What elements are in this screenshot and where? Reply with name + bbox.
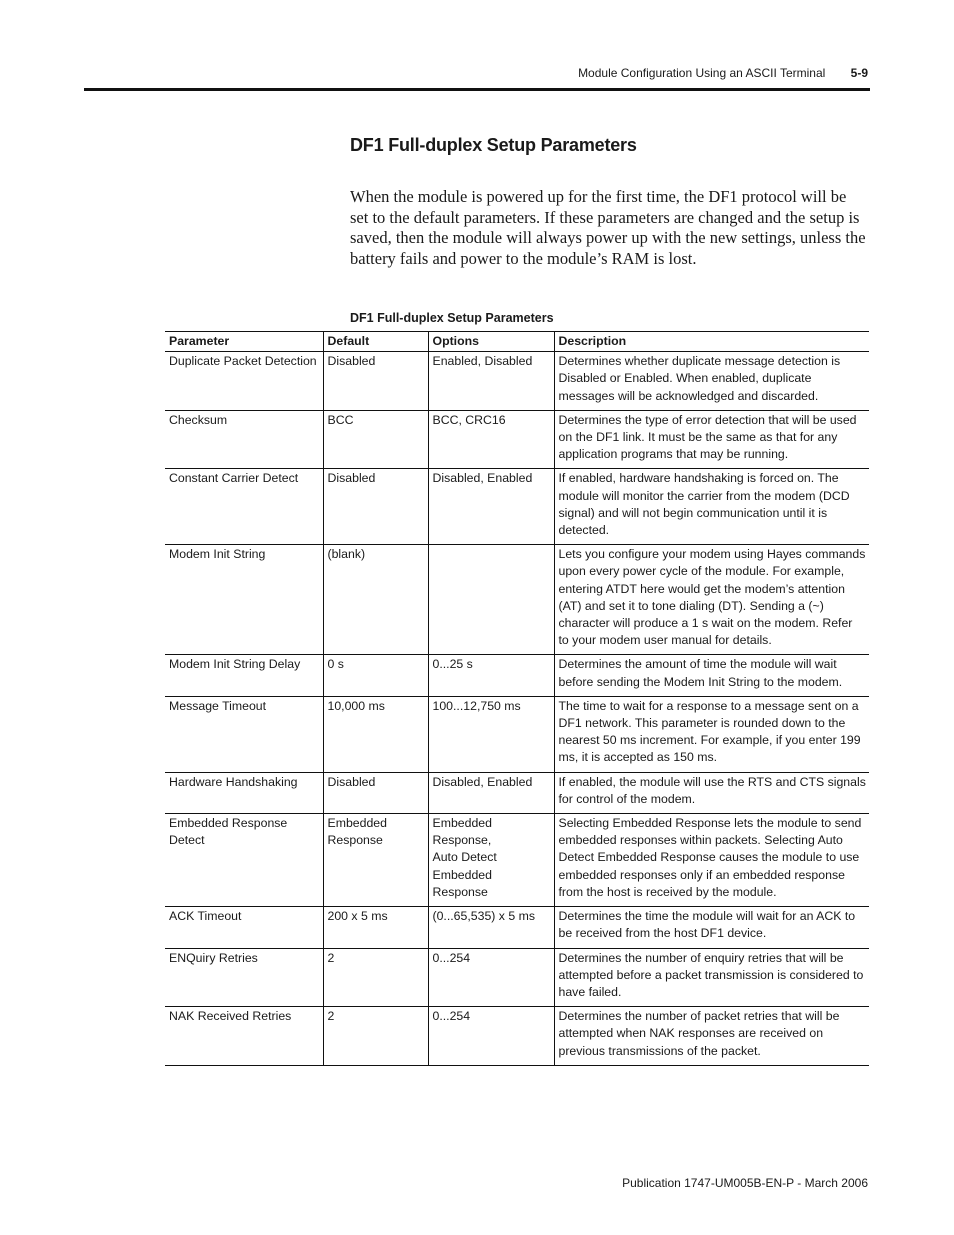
table-row — [165, 948, 869, 1007]
page-number: 5-9 — [850, 66, 868, 80]
table-row — [165, 545, 869, 655]
default-cell: Disabled — [323, 469, 428, 545]
description-cell: If enabled, the module will use the RTS and CTS signals for control of the modem. — [554, 772, 869, 813]
description-cell: Determines the number of enquiry retries that will be attempted before a packet transmission is considered to have failed. — [554, 948, 869, 1007]
section-title: DF1 Full-duplex Setup Parameters — [350, 135, 637, 155]
description-cell: Selecting Embedded Response lets the module to send embedded responses within packets. Selecting Auto Detect Embedded Response causes the module to use embedded responses only if an embedded response from the host is received by the module. — [554, 814, 869, 907]
parameter-cell: Hardware Handshaking — [165, 772, 323, 813]
options-cell: 0...254 — [428, 948, 554, 1007]
parameter-cell: Constant Carrier Detect — [165, 469, 323, 545]
options-cell: 0...25 s — [428, 655, 554, 696]
parameter-cell: Modem Init String Delay — [165, 655, 323, 696]
table-header-row — [165, 332, 869, 352]
publication-footer: Publication 1747-UM005B-EN-P - March 2006 — [622, 1176, 868, 1190]
description-cell: The time to wait for a response to a message sent on a DF1 network. This parameter is rounded down to the nearest 50 ms increment. For example, if you enter 199 ms, it is accepted as 150 ms. — [554, 696, 869, 772]
column-header-options: Options — [428, 332, 554, 352]
table-row — [165, 410, 869, 469]
parameters-table — [165, 331, 869, 1066]
description-cell: Determines the number of packet retries that will be attempted when NAK responses are received on previous transmissions of the packet. — [554, 1007, 869, 1066]
options-cell: 100...12,750 ms — [428, 696, 554, 772]
options-cell: Embedded Response, Auto Detect Embedded Response — [428, 814, 554, 907]
default-cell: 2 — [323, 948, 428, 1007]
options-cell — [428, 545, 554, 655]
description-cell: Lets you configure your modem using Hayes commands upon every power cycle of the module. For example, entering ATDT here would get the modem’s attention (AT) and set it to tone dialing (DT). Sending a (~) character will produce a 1 s wait on the modem. Refer to your modem user manual for details. — [554, 545, 869, 655]
parameter-cell: Checksum — [165, 410, 323, 469]
default-cell: BCC — [323, 410, 428, 469]
parameter-cell: NAK Received Retries — [165, 1007, 323, 1066]
parameter-cell: Message Timeout — [165, 696, 323, 772]
default-cell: (blank) — [323, 545, 428, 655]
header-rule — [84, 88, 870, 91]
table-row — [165, 655, 869, 696]
table-row — [165, 352, 869, 411]
options-cell: Disabled, Enabled — [428, 772, 554, 813]
description-cell: If enabled, hardware handshaking is forced on. The module will monitor the carrier from the modem (DCD signal) and will not begin communication until it is detected. — [554, 469, 869, 545]
description-cell: Determines whether duplicate message detection is Disabled or Enabled. When enabled, duplicate messages will be acknowledged and discarded. — [554, 352, 869, 411]
default-cell: 10,000 ms — [323, 696, 428, 772]
parameter-cell: ACK Timeout — [165, 907, 323, 948]
options-cell: Disabled, Enabled — [428, 469, 554, 545]
options-cell: (0...65,535) x 5 ms — [428, 907, 554, 948]
options-cell: Enabled, Disabled — [428, 352, 554, 411]
options-cell: 0...254 — [428, 1007, 554, 1066]
parameter-cell: Embedded Response Detect — [165, 814, 323, 907]
default-cell: 2 — [323, 1007, 428, 1066]
table-caption: DF1 Full-duplex Setup Parameters — [350, 311, 554, 325]
parameter-cell: ENQuiry Retries — [165, 948, 323, 1007]
column-header-default: Default — [323, 332, 428, 352]
column-header-parameter: Parameter — [165, 332, 323, 352]
running-header — [578, 66, 868, 80]
description-cell: Determines the amount of time the module will wait before sending the Modem Init String to the modem. — [554, 655, 869, 696]
parameter-cell: Modem Init String — [165, 545, 323, 655]
table-row — [165, 469, 869, 545]
description-cell: Determines the time the module will wait for an ACK to be received from the host DF1 device. — [554, 907, 869, 948]
options-cell: BCC, CRC16 — [428, 410, 554, 469]
table-row — [165, 772, 869, 813]
intro-paragraph: When the module is powered up for the first time, the DF1 protocol will be set to the default parameters. If these parameters are changed and the setup is saved, then the module will always power up with the new settings, unless the battery fails and power to the module’s RAM is lost. — [350, 187, 866, 268]
table-row — [165, 907, 869, 948]
default-cell: Embedded Response — [323, 814, 428, 907]
table-row — [165, 814, 869, 907]
description-cell: Determines the type of error detection that will be used on the DF1 link. It must be the same as that for any application programs that may be running. — [554, 410, 869, 469]
table-row — [165, 1007, 869, 1066]
default-cell: 0 s — [323, 655, 428, 696]
column-header-description: Description — [554, 332, 869, 352]
default-cell: 200 x 5 ms — [323, 907, 428, 948]
header-title: Module Configuration Using an ASCII Terminal — [578, 66, 826, 80]
default-cell: Disabled — [323, 772, 428, 813]
default-cell: Disabled — [323, 352, 428, 411]
table-row — [165, 696, 869, 772]
parameter-cell: Duplicate Packet Detection — [165, 352, 323, 411]
